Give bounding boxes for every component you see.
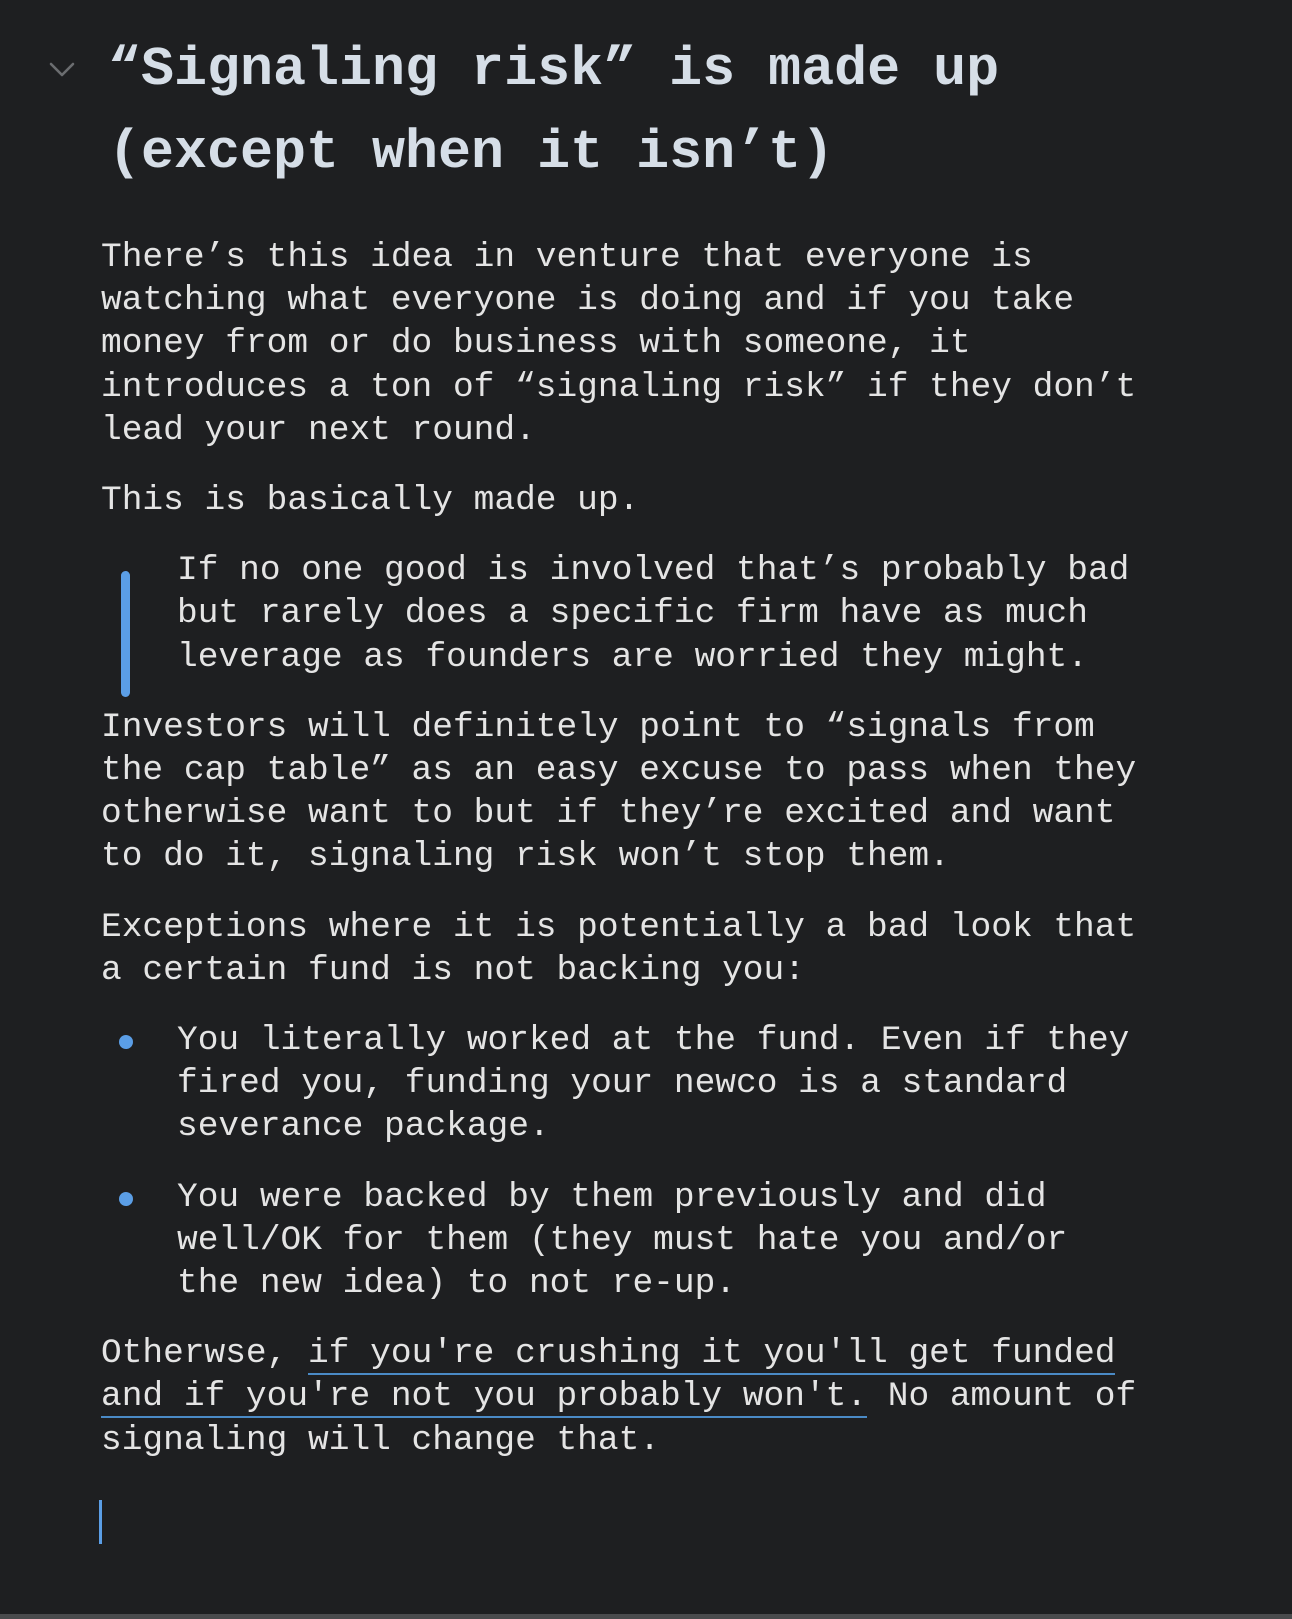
page-title[interactable]	[108, 28, 999, 194]
text-line: lead your next round.	[101, 410, 536, 450]
text-line: You were backed by them previously and did	[177, 1177, 1047, 1217]
text-line: a certain fund is not backing you:	[101, 950, 805, 990]
text-line: the new idea) to not re-up.	[177, 1264, 736, 1304]
text-line: leverage as founders are worried they might.	[177, 637, 1088, 677]
title-line-1: “Signaling risk” is made up	[108, 38, 1000, 101]
collapse-heading-toggle[interactable]	[47, 58, 77, 82]
link-text: and if you're not you probably won't.	[101, 1377, 868, 1417]
text-line: otherwise want to but if they’re excited and want	[101, 794, 1116, 834]
intro-paragraph[interactable]	[101, 236, 1201, 452]
text-line: signaling will change that.	[101, 1420, 660, 1460]
text-line: Investors will definitely point to “signals from	[101, 707, 1095, 747]
text-span: No amount of	[867, 1377, 1137, 1417]
document-body[interactable]	[101, 236, 1201, 1489]
emphasis-link[interactable]	[308, 1334, 1115, 1375]
bullet-icon	[119, 1035, 133, 1049]
text-cursor[interactable]	[99, 1500, 102, 1544]
closing-paragraph[interactable]	[101, 1332, 1201, 1462]
text-line: fired you, funding your newco is a standard	[177, 1064, 1068, 1104]
investors-paragraph[interactable]	[101, 706, 1201, 879]
list-item[interactable]	[101, 1019, 1201, 1149]
blockquote[interactable]	[101, 549, 1201, 679]
text-line: There’s this idea in venture that everyone is	[101, 238, 1033, 277]
exceptions-paragraph[interactable]	[101, 906, 1201, 992]
text-line: but rarely does a specific firm have as much	[177, 594, 1088, 634]
list-item[interactable]	[101, 1176, 1201, 1306]
bullet-icon	[119, 1192, 133, 1206]
made-up-paragraph[interactable]	[101, 479, 1201, 522]
text-line: If no one good is involved that’s probably bad	[177, 551, 1130, 591]
text-line: introduces a ton of “signaling risk” if they don’t	[101, 367, 1137, 407]
text-line: to do it, signaling risk won’t stop them.	[101, 837, 950, 877]
text-line: This is basically made up.	[101, 481, 640, 521]
text-line: money from or do business with someone, it	[101, 324, 971, 364]
text-line: well/OK for them (they must hate you and/or	[177, 1220, 1068, 1260]
text-line: Exceptions where it is potentially a bad look that	[101, 907, 1137, 947]
text-span: Otherwse,	[101, 1334, 309, 1374]
text-line: severance package.	[177, 1107, 550, 1147]
bottom-divider	[0, 1614, 1292, 1619]
exceptions-list	[101, 1019, 1201, 1305]
text-line: watching what everyone is doing and if you take	[101, 281, 1075, 321]
title-line-2: (except when it isn’t)	[108, 121, 835, 184]
text-line: You literally worked at the fund. Even if they	[177, 1021, 1130, 1061]
emphasis-link-continued[interactable]	[101, 1377, 867, 1418]
text-line: the cap table” as an easy excuse to pass when they	[101, 751, 1137, 791]
quote-bar	[121, 571, 130, 697]
chevron-down-icon	[47, 58, 77, 82]
link-text: if you're crushing it you'll get funded	[308, 1334, 1116, 1374]
